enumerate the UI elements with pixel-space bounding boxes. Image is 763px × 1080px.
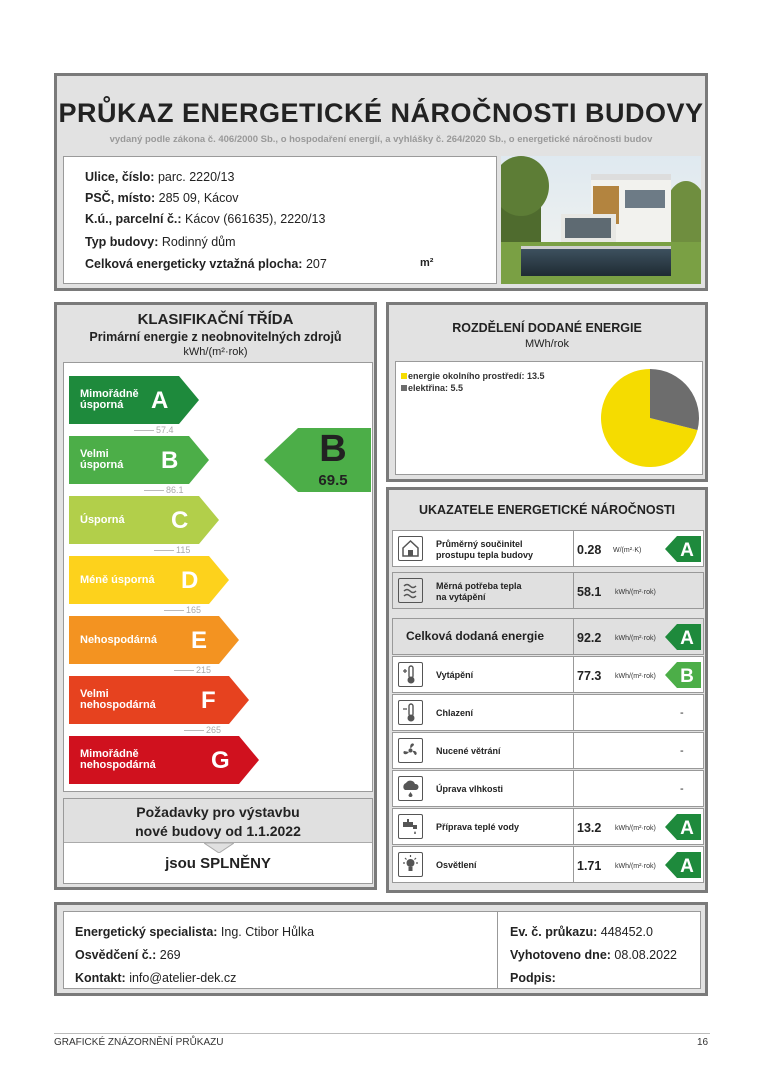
classification-title: KLASIFIKAČNÍ TŘÍDA xyxy=(137,311,294,328)
lighting-label: Osvětlení xyxy=(436,860,477,870)
header-panel xyxy=(54,73,708,291)
class-badge xyxy=(665,662,701,688)
class-arrow-label: Nehospodárná xyxy=(80,634,158,646)
row-divider xyxy=(573,531,574,566)
limit-marker xyxy=(184,730,204,731)
ventilation-value: - xyxy=(680,745,684,757)
energy-distribution-panel xyxy=(386,302,708,482)
class-arrow-label: Velmi nehospodárná xyxy=(80,688,156,711)
thermometer-icon xyxy=(398,662,423,687)
row-heating xyxy=(392,656,704,693)
heating-label: Vytápění xyxy=(436,670,474,680)
class-arrow-label: Velmi úsporná xyxy=(80,448,124,471)
class-badge xyxy=(665,852,701,878)
row-divider xyxy=(573,847,574,882)
class-limit-value: 215 xyxy=(196,665,212,675)
class-arrow-label: Mimořádně úsporná xyxy=(80,388,139,411)
distribution-chart xyxy=(395,361,703,475)
current-class-letter: B xyxy=(319,428,347,470)
class-arrow-c xyxy=(69,496,219,544)
bottom-rule xyxy=(54,1033,710,1034)
contact-line: Kontakt: info@atelier-dek.cz xyxy=(75,971,237,985)
row-hot-water xyxy=(392,808,704,845)
class-badge-letter: A xyxy=(680,628,694,649)
footer-info xyxy=(63,911,701,989)
distribution-unit: MWh/rok xyxy=(525,338,569,350)
thermometer-cold-icon xyxy=(398,700,423,725)
class-arrow-letter: B xyxy=(161,447,179,474)
class-badge-letter: A xyxy=(680,818,694,839)
area-unit: m² xyxy=(420,257,434,269)
class-arrow-d xyxy=(69,556,229,604)
footer-panel xyxy=(54,902,708,996)
row-lighting xyxy=(392,846,704,883)
class-badge-letter: A xyxy=(680,856,694,877)
ventilation-label: Nucené větrání xyxy=(436,746,501,756)
area-line: Celková energeticky vztažná plocha: 207 xyxy=(85,257,327,271)
class-arrow-label: Mimořádně nehospodárná xyxy=(80,748,156,771)
total-energy-value: 92.2 xyxy=(577,631,602,645)
row-divider xyxy=(573,695,574,730)
page-caption: GRAFICKÉ ZNÁZORNĚNÍ PRŮKAZU xyxy=(54,1037,224,1048)
humidity-label: Úprava vlhkosti xyxy=(436,784,504,794)
class-arrow-label: Méně úsporná xyxy=(80,574,155,586)
class-badge-letter: A xyxy=(680,540,694,561)
row-transmission xyxy=(392,530,704,567)
class-limit-value: 115 xyxy=(176,545,191,555)
humidity-value: - xyxy=(680,783,684,795)
class-arrow-e xyxy=(69,616,239,664)
cooling-value: - xyxy=(680,707,684,719)
indicators-panel xyxy=(386,487,708,893)
distribution-title: ROZDĚLENÍ DODANÉ ENERGIE xyxy=(452,321,642,335)
fan-icon xyxy=(398,738,423,763)
legend-swatch xyxy=(401,373,407,379)
classification-subtitle: Primární energie z neobnovitelných zdrojů xyxy=(89,330,342,344)
specialist-line: Energetický specialista: Ing. Ctibor Hůlka xyxy=(75,925,315,939)
class-arrow-label: Úsporná xyxy=(80,514,125,526)
current-class-value: 69.5 xyxy=(318,472,348,489)
limit-marker xyxy=(154,550,174,551)
row-ventilation xyxy=(392,732,704,769)
requirement-pointer xyxy=(204,843,234,853)
legend-swatch xyxy=(401,385,407,391)
current-class-indicator xyxy=(264,428,371,492)
total-energy-label: Celková dodaná energie xyxy=(406,629,545,643)
class-arrow-g xyxy=(69,736,259,784)
page-subtitle: vydaný podle zákona č. 406/2000 Sb., o hospodaření energií, a vyhlášky č. 264/2020 Sb., o energetické náročnosti budov xyxy=(109,134,653,145)
row-total-energy xyxy=(392,618,704,655)
type-line: Typ budovy: Rodinný dům xyxy=(85,235,236,249)
classification-unit: kWh/(m²·rok) xyxy=(183,346,248,358)
tap-icon xyxy=(398,814,423,839)
row-cooling xyxy=(392,694,704,731)
lighting-value: 1.71 xyxy=(577,859,602,873)
class-arrow-letter: F xyxy=(201,687,216,714)
row-divider xyxy=(573,771,574,806)
class-limit-value: 165 xyxy=(186,605,202,615)
class-arrow-b xyxy=(69,436,209,484)
page-number: 16 xyxy=(697,1037,709,1048)
street-line: Ulice, číslo: parc. 2220/13 xyxy=(85,170,235,184)
hot-water-unit: kWh/(m²·rok) xyxy=(615,825,656,832)
cloud-drop-icon xyxy=(398,776,423,801)
cadastre-line: K.ú., parcelní č.: Kácov (661635), 2220/13 xyxy=(85,212,326,226)
hot-water-label: Příprava teplé vody xyxy=(436,822,520,832)
class-badge xyxy=(665,536,701,562)
hot-water-value: 13.2 xyxy=(577,821,602,835)
class-arrow-letter: G xyxy=(211,747,230,774)
transmission-unit: W/(m²·K) xyxy=(613,547,642,554)
class-arrow-a xyxy=(69,376,199,424)
row-heat-need xyxy=(392,572,704,609)
heating-value: 77.3 xyxy=(577,669,602,683)
heat-need-unit: kWh/(m²·rok) xyxy=(615,589,656,596)
zip-line: PSČ, místo: 285 09, Kácov xyxy=(85,191,239,205)
class-arrow-letter: A xyxy=(151,387,169,414)
class-badge-letter: B xyxy=(680,666,694,687)
row-divider xyxy=(573,619,574,654)
requirement-text: Požadavky pro výstavbu nové budovy od 1.1.2022 xyxy=(64,799,372,843)
house-icon xyxy=(398,536,423,561)
limit-marker xyxy=(164,610,184,611)
limit-marker xyxy=(134,430,154,431)
footer-divider xyxy=(497,911,498,989)
cert-line: Osvědčení č.: 269 xyxy=(75,948,181,962)
row-divider xyxy=(573,809,574,844)
row-humidity xyxy=(392,770,704,807)
class-badge xyxy=(665,814,701,840)
row-divider xyxy=(573,573,574,608)
row-divider xyxy=(573,733,574,768)
legend-item-electricity: elektřina: 5.5 xyxy=(401,383,463,393)
classification-panel xyxy=(54,302,377,890)
class-limit-value: 57.4 xyxy=(156,425,174,435)
heat-waves-icon xyxy=(398,578,423,603)
requirement-box xyxy=(63,798,373,884)
building-info xyxy=(63,156,497,284)
class-arrow-letter: E xyxy=(191,627,208,654)
date-line: Vyhotoveno dne: 08.08.2022 xyxy=(510,948,677,962)
cooling-label: Chlazení xyxy=(436,708,474,718)
class-limit-value: 265 xyxy=(206,725,222,735)
limit-marker xyxy=(144,490,164,491)
class-arrow-letter: D xyxy=(181,567,199,594)
class-badge xyxy=(665,624,701,650)
transmission-label: Průměrný součinitel prostupu tepla budovy xyxy=(436,539,534,560)
transmission-value: 0.28 xyxy=(577,543,602,557)
class-scale xyxy=(63,362,373,792)
class-arrow-f xyxy=(69,676,249,724)
limit-marker xyxy=(174,670,194,671)
total-energy-unit: kWh/(m²·rok) xyxy=(615,635,656,642)
page-title: PRŮKAZ ENERGETICKÉ NÁROČNOSTI BUDOVY xyxy=(58,98,704,128)
class-limit-value: 86.1 xyxy=(166,485,184,495)
class-arrow-letter: C xyxy=(171,507,189,534)
row-divider xyxy=(573,657,574,692)
lighting-unit: kWh/(m²·rok) xyxy=(615,863,656,870)
requirement-result: jsou SPLNĚNY xyxy=(165,855,271,872)
heating-unit: kWh/(m²·rok) xyxy=(615,673,656,680)
signature-line: Podpis: xyxy=(510,971,556,985)
heat-need-label: Měrná potřeba tepla na vytápění xyxy=(436,581,522,602)
indicators-title: UKAZATELE ENERGETICKÉ NÁROČNOSTI xyxy=(418,503,676,517)
pie-chart xyxy=(599,367,701,469)
ev-number-line: Ev. č. průkazu: 448452.0 xyxy=(510,925,653,939)
legend-item-ambient: energie okolního prostředí: 13.5 xyxy=(401,371,545,381)
heat-need-value: 58.1 xyxy=(577,585,602,599)
building-photo xyxy=(501,156,701,284)
light-bulb-icon xyxy=(398,852,423,877)
